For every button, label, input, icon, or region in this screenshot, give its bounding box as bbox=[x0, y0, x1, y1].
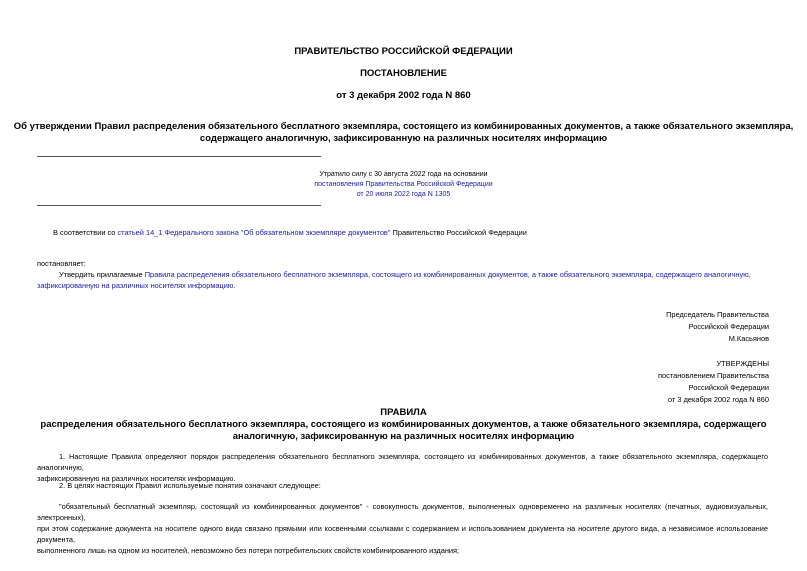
rules-p3-line-3: выполненного лишь на одном из носителей, невозможно без потери потребительских свойств комбинированного издания; bbox=[37, 546, 460, 555]
status-line-1: Утратило силу с 30 августа 2022 года на основании bbox=[319, 171, 488, 178]
approval-block bbox=[658, 358, 769, 406]
rules-link-line-1[interactable]: Правила распределения обязательного бесплатного экземпляра, состоящего из комбинированных документов, а также обязательного экземпляра, содержащего аналогичную, bbox=[144, 270, 751, 279]
issuer-heading: ПРАВИТЕЛЬСТВО РОССИЙСКОЙ ФЕДЕРАЦИИ bbox=[294, 46, 513, 57]
rules-p2-text: 2. В целях настоящих Правил используемые понятия означают следующее: bbox=[59, 481, 321, 490]
divider-top bbox=[37, 156, 321, 157]
document-date: от 3 декабря 2002 года N 860 bbox=[336, 90, 471, 101]
rules-p1-line-2: зафиксированную на различных носителях информацию. bbox=[37, 474, 236, 483]
rules-paragraph-3 bbox=[37, 501, 768, 556]
document-title-line-1: Об утверждении Правил распределения обязательного бесплатного экземпляра, состоящего из комбинированных документов, а также обязательного экземпляра, bbox=[13, 121, 794, 132]
rules-p1-line-1: 1. Настоящие Правила определяют порядок распределения обязательного бесплатного экземпляра, состоящего из комбинированных документов, а также обязательного экземпляра, содержащего аналогичную, bbox=[37, 452, 768, 472]
preamble bbox=[53, 228, 527, 237]
preamble-text: В соответствии со bbox=[53, 228, 118, 237]
status-link-date[interactable]: от 20 июля 2022 года N 1305 bbox=[356, 191, 451, 198]
rules-p3-line-1: "обязательный бесплатный экземпляр, состоящий из комбинированных документов" - совокупность документов, выполненных одновременно на различных носителях (печатных, аудиовизуальных, электронных), bbox=[37, 502, 768, 522]
signature-position: Председатель Правительства bbox=[666, 310, 769, 319]
rules-paragraph-2 bbox=[37, 480, 768, 491]
signature-org: Российской Федерации bbox=[688, 322, 769, 331]
document-title-line-2: содержащего аналогичную, зафиксированную на различных носителях информацию bbox=[199, 133, 608, 144]
decree-text: Утвердить прилагаемые bbox=[59, 270, 145, 279]
rules-link-line-2[interactable]: зафиксированную на различных носителях информацию. bbox=[37, 281, 236, 290]
decree-label: постановляет: bbox=[37, 259, 86, 268]
approval-date: от 3 декабря 2002 года N 860 bbox=[668, 395, 769, 404]
signature-block bbox=[666, 309, 769, 345]
rules-subtitle-line-2: аналогичную, зафиксированную на различных носителях информацию bbox=[232, 431, 575, 442]
divider-bottom bbox=[37, 205, 321, 206]
approval-by: постановлением Правительства bbox=[658, 371, 769, 380]
approval-heading: УТВЕРЖДЕНЫ bbox=[716, 359, 769, 368]
document-type: ПОСТАНОВЛЕНИЕ bbox=[360, 68, 447, 79]
rules-title: ПРАВИЛА bbox=[380, 407, 427, 418]
law-article-link[interactable]: статьей 14_1 Федерального закона "Об обязательном экземпляре документов" bbox=[117, 228, 391, 237]
rules-subtitle-line-1: распределения обязательного бесплатного экземпляра, состоящего из комбинированных документов, а также обязательного экземпляра, содержащего bbox=[40, 419, 767, 430]
signature-name: М.Касьянов bbox=[728, 334, 769, 343]
preamble-text-end: Правительство Российской Федерации bbox=[390, 228, 527, 237]
decree-paragraph bbox=[37, 269, 768, 291]
rules-p3-line-2: при этом содержание документа на носителе одного вида связано прямыми или косвенными ссылками с содержанием и использованием документа на носителе другого вида, а независимое использование документа, bbox=[37, 524, 768, 544]
approval-org: Российской Федерации bbox=[688, 383, 769, 392]
status-link-decree[interactable]: постановления Правительства Российской Федерации bbox=[314, 181, 493, 188]
